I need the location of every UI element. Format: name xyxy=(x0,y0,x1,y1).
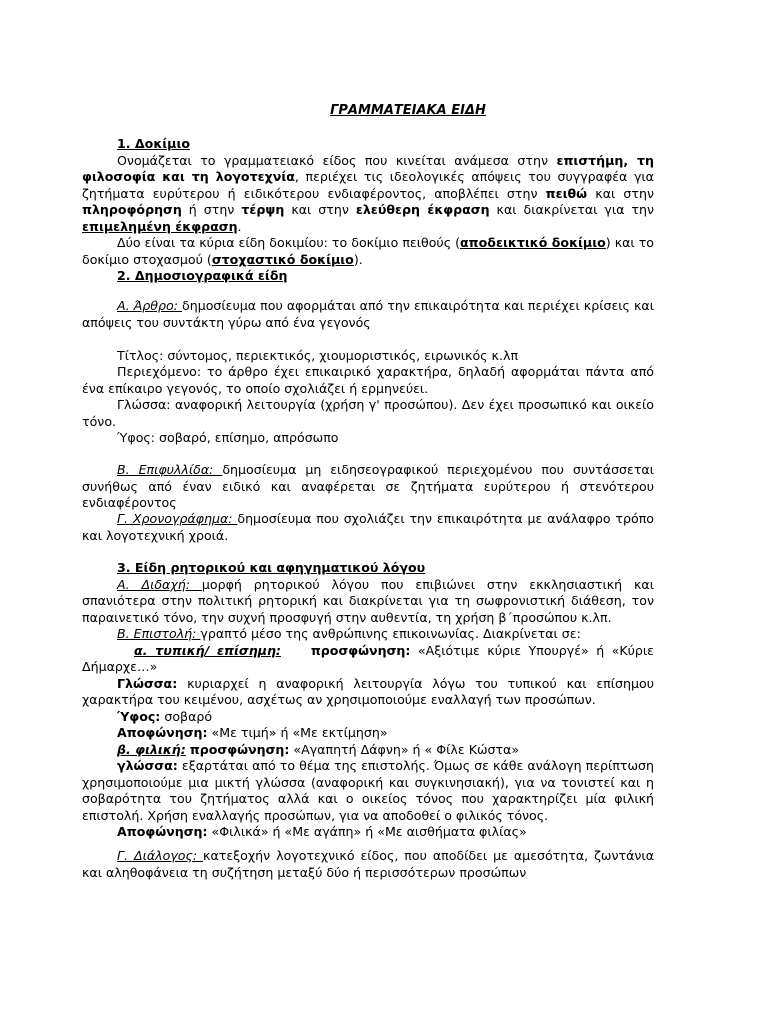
friendly-letter-closing: Αποφώνηση: «Φιλικά» ή «Με αγάπη» ή «Με αισθήματα φιλίας» xyxy=(117,824,527,839)
sermon-definition: Α. Διδαχή: μορφή ρητορικού λόγου που επιβιώνει στην εκκλησιαστική και σπανιότερα στην πολιτική ρητορική και διακρίνεται για τη σωφρονιστική διάθεση, τον παραινετικό τόνο, την συχνή προσφυγή στην αυθεντία, τη χρήση β΄προσώπου κ.λπ. xyxy=(82,576,654,625)
page-title: ΓΡΑΜΜΑΤΕΙΑΚΑ ΕΙΔΗ xyxy=(330,103,486,118)
article-content-line: Περιεχόμενο: το άρθρο έχει επικαιρικό χαρακτήρα, δηλαδή αφορμάται πάντα από ένα επίκαιρο γεγονός, το οποίο σχολιάζει ή ερμηνεύει. xyxy=(82,364,654,396)
friendly-letter-greeting: β. φιλική: προσφώνηση: «Αγαπητή Δάφνη» ή « Φίλε Κώστα» xyxy=(117,741,520,757)
article-language-line: Γλώσσα: αναφορική λειτουργία (χρήση γ' προσώπου). Δεν έχει προσωπικό και οικείο τόνο. xyxy=(82,397,654,429)
section-3 xyxy=(82,560,654,841)
formal-letter-language: Γλώσσα: κυριαρχεί η αναφορική λειτουργία λόγω του τυπικού και επίσημου χαρακτήρα του κειμένου, ασχέτως αν χρησιμοποιούμε εναλλαγή των προσώπων. xyxy=(82,675,654,707)
dialogue-definition: Γ. Διάλογος: κατεξοχήν λογοτεχνικό είδος, που αποδίδει με αμεσότητα, ζωντάνια και αληθοφάνεια τη συζήτηση μεταξύ δύο ή περισσότερων προσώπων xyxy=(82,848,654,880)
formal-letter-greeting: α. τυπική/ επίσημη: προσφώνηση: «Αξιότιμε κύριε Υπουργέ» ή «Κύριε Δήμαρχε…» xyxy=(82,642,654,674)
feuilleton-definition: Β. Επιφυλλίδα: δημοσίευμα μη ειδησεογραφικού περιεχομένου που συντάσσεται συνήθως από έναν ειδικό και αναφέρεται σε ζητήματα ευρύτερου ή στενότερου ενδιαφέροντος xyxy=(82,462,654,510)
section-2 xyxy=(82,268,654,285)
section-1-paragraph-1: Ονομάζεται το γραμματειακό είδος που κινείται ανάμεσα στην επιστήμη, τη φιλοσοφία και τη λογοτεχνία, περιέχει τις ιδεολογικές απόψεις του συγγραφέα για ζητήματα ευρύτερου ή ειδικότερου ενδιαφέροντος, αποβλέπει στην πειθώ και στην πληροφόρηση ή στην τέρψη και στην ελεύθερη έκφραση και διακρίνεται για την επιμελημένη έκφραση. xyxy=(82,152,654,234)
article-title-line: Τίτλος: σύντομος, περιεκτικός, χιουμοριστικός, ειρωνικός κ.λπ xyxy=(117,348,519,363)
letter-definition: Β. Επιστολή: γραπτό μέσο της ανθρώπινης επικοινωνίας. Διακρίνεται σε: xyxy=(117,626,581,641)
section-2-heading: 2. Δημοσιογραφικά είδη xyxy=(117,268,288,283)
article-definition: Α. Άρθρο: δημοσίευμα που αφορμάται από την επικαιρότητα και περιέχει κρίσεις και απόψεις του συντάκτη γύρω από ένα γεγονός xyxy=(82,298,654,330)
formal-letter-closing: Αποφώνηση: «Με τιμή» ή «Με εκτίμηση» xyxy=(117,725,388,740)
section-3-heading: 3. Είδη ρητορικού και αφηγηματικού λόγου xyxy=(117,560,426,575)
section-1-heading: 1. Δοκίμιο xyxy=(117,136,191,151)
article-style-line: Ύφος: σοβαρό, επίσημο, απρόσωπο xyxy=(117,430,339,445)
friendly-letter-language: γλώσσα: εξαρτάται από το θέμα της επιστολής. Όμως σε κάθε ανάλογη περίπτωση χρησιμοποιούμε μια μικτή γλώσσα (αναφορική και συγκινησιακή), για να τονιστεί και η σοβαρότητα του ζητήματος αλλά και ο οικείος τόνος που χαρακτηρίζει μία φιλική επιστολή. Χρήση εναλλαγής προσώπων, για να αποδοθεί ο φιλικός τόνος. xyxy=(82,758,654,823)
formal-letter-style: Ύφος: σοβαρό xyxy=(117,708,213,724)
chronicle-definition: Γ. Χρονογράφημα: δημοσίευμα που σχολιάζει την επικαιρότητα με ανάλαφρο τρόπο και λογοτεχνική χροιά. xyxy=(82,511,654,543)
section-1-paragraph-2: Δύο είναι τα κύρια είδη δοκιμίου: το δοκίμιο πειθούς (αποδεικτικό δοκίμιο) και το δοκίμιο στοχασμού (στοχαστικό δοκίμιο). xyxy=(82,235,654,267)
section-1 xyxy=(82,136,654,268)
